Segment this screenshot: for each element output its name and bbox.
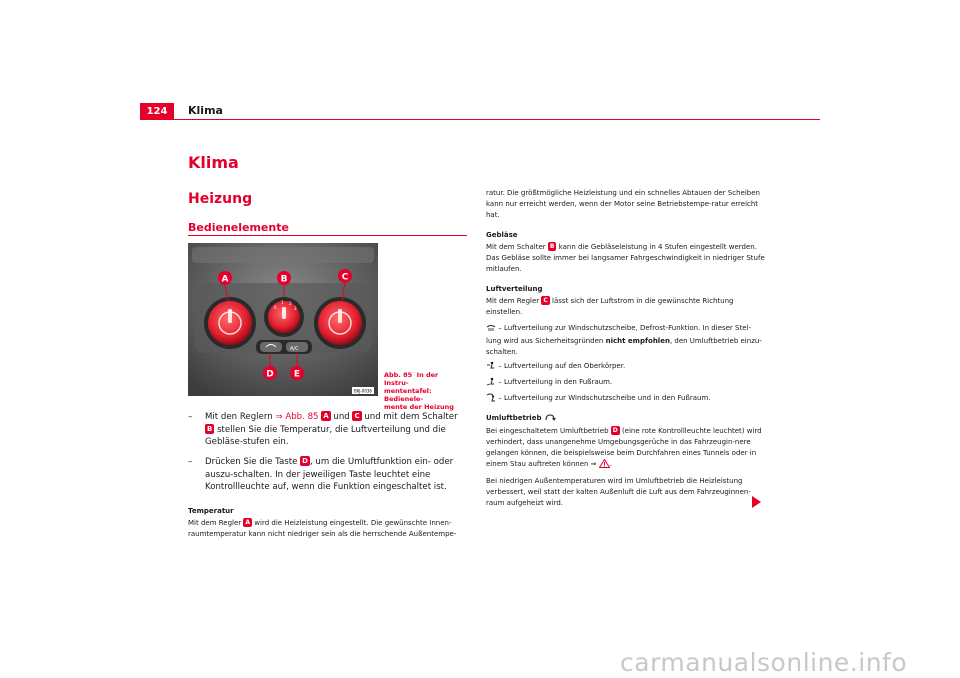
page-number: 124 [140,103,174,120]
continuation-paragraph: ratur. Die größtmögliche Heizleistung und ein schnelles Abtauen der Scheiben kann nur erreicht werden, wenn der Motor seine Betriebstempe-ratur erreicht hat. [486,189,760,219]
umluft-paragraph: Bei eingeschaltetem Umluftbetrieb D (eine rote Kontrollleuchte leuchtet) wird verhindert, dass unangenehme Umgebungsgerüche in das Fahrzeugin-nere gelangen können, die beispielsweise beim Durchfahren eines Tunnels oder in einem Stau auftreten können ⇒ . [486,426,768,472]
heater-controls-figure [188,243,378,396]
watermark: carmanualsonline.info [620,648,908,677]
svg-text:E: E [293,369,301,380]
control-badge-A: A [245,519,251,526]
upper-body-airflow-icon [486,361,496,374]
next-page-arrow-icon[interactable] [752,496,761,508]
figure-code: B6J-0036 [354,388,372,394]
instruction-step-1: – Mit den Reglern ⇒ Abb. 85 A und C und mit dem Schalter B stellen Sie die Temperatur, die Luftverteilung und die Gebläse-stufen ein. [188,412,458,447]
geblaese-heading: Gebläse [486,231,518,239]
control-badge-D: D [302,457,308,465]
svg-text:1: 1 [281,300,284,305]
airflow-item-windshield-footwell: – Luftverteilung zur Windschutzscheibe und in den Fußraum. [486,393,766,406]
svg-text:2: 2 [289,301,292,306]
luftverteilung-heading: Luftverteilung [486,285,543,293]
svg-text:0: 0 [274,305,277,310]
section-heading: Heizung [188,191,253,207]
svg-text:B: B [280,274,288,285]
subsection-heading: Bedienelemente [188,221,289,234]
caption-text: In der Instru- mententafel: Bedienele- mente der Heizung [384,371,454,411]
windshield-defrost-icon [486,324,496,336]
figure-link[interactable]: ⇒ Abb. 85 [275,412,319,422]
control-badge-C: C [543,297,548,304]
instruction-step-2: – Drücken Sie die Taste D , um die Umluftfunktion ein- oder auszu-schalten. In der jeweiligen Taste leuchtet eine Kontrollleuchte auf, wenn die Funktion eingeschaltet ist. [188,457,454,492]
chapter-heading: Klima [188,153,239,172]
control-badge-C: C [354,412,360,420]
control-badge-D: D [612,427,618,434]
control-badge-B: B [207,424,213,433]
luftverteilung-paragraph: Mit dem Regler C lässt sich der Luftstrom in die gewünschte Richtung einstellen. [486,297,734,316]
heater-panel-illustration [188,243,378,396]
svg-text:D: D [266,369,274,380]
airflow-item-footwell: – Luftverteilung in den Fußraum. [486,377,766,390]
umluft-low-temp-paragraph: Bei niedrigen Außentemperaturen wird im Umluftbetrieb die Heizleistung verbessert, weil statt der kalten Außenluft die Luft aus dem Fahrzeuginnen-raum aufgeheizt wird. [486,477,751,507]
temperatur-heading: Temperatur [188,507,234,515]
airflow-item-defrost: – Luftverteilung zur Windschutzscheibe, Defrost-Funktion. In dieser Stel-lung wird aus Sicherheitsgründen nicht empfohlen, den Umluftbetrieb einzu-schalten. [486,324,762,356]
running-title: Klima [188,104,223,117]
header-rule [140,119,820,120]
footwell-airflow-icon [486,377,496,390]
recirculation-icon [544,414,556,426]
ac-button-label: A/C [290,346,299,352]
airflow-item-upper-body: – Luftverteilung auf den Oberkörper. [486,361,766,374]
umluft-heading: Umluftbetrieb [486,413,556,426]
subsection-rule [188,235,467,236]
caption-ref: Abb. 85 [384,371,413,379]
geblaese-paragraph: Mit dem Schalter B kann die Gebläseleistung in 4 Stufen eingestellt werden. Das Gebläse sollte immer bei langsamer Fahrgeschwindigkeit in niedriger Stufe mitlaufen. [486,243,765,273]
figure-caption [384,371,464,411]
control-badge-B: B [549,243,555,250]
svg-text:A: A [221,274,229,285]
temperatur-paragraph: Mit dem Regler A wird die Heizleistung eingestellt. Die gewünschte Innen-raumtemperatur kann nicht niedriger sein als die herrschende Außentempe- [188,519,457,538]
warning-icon[interactable] [599,459,610,472]
control-badge-A: A [323,412,329,420]
svg-text:C: C [341,272,349,283]
svg-text:3: 3 [294,306,297,311]
windshield-footwell-airflow-icon [486,393,496,406]
